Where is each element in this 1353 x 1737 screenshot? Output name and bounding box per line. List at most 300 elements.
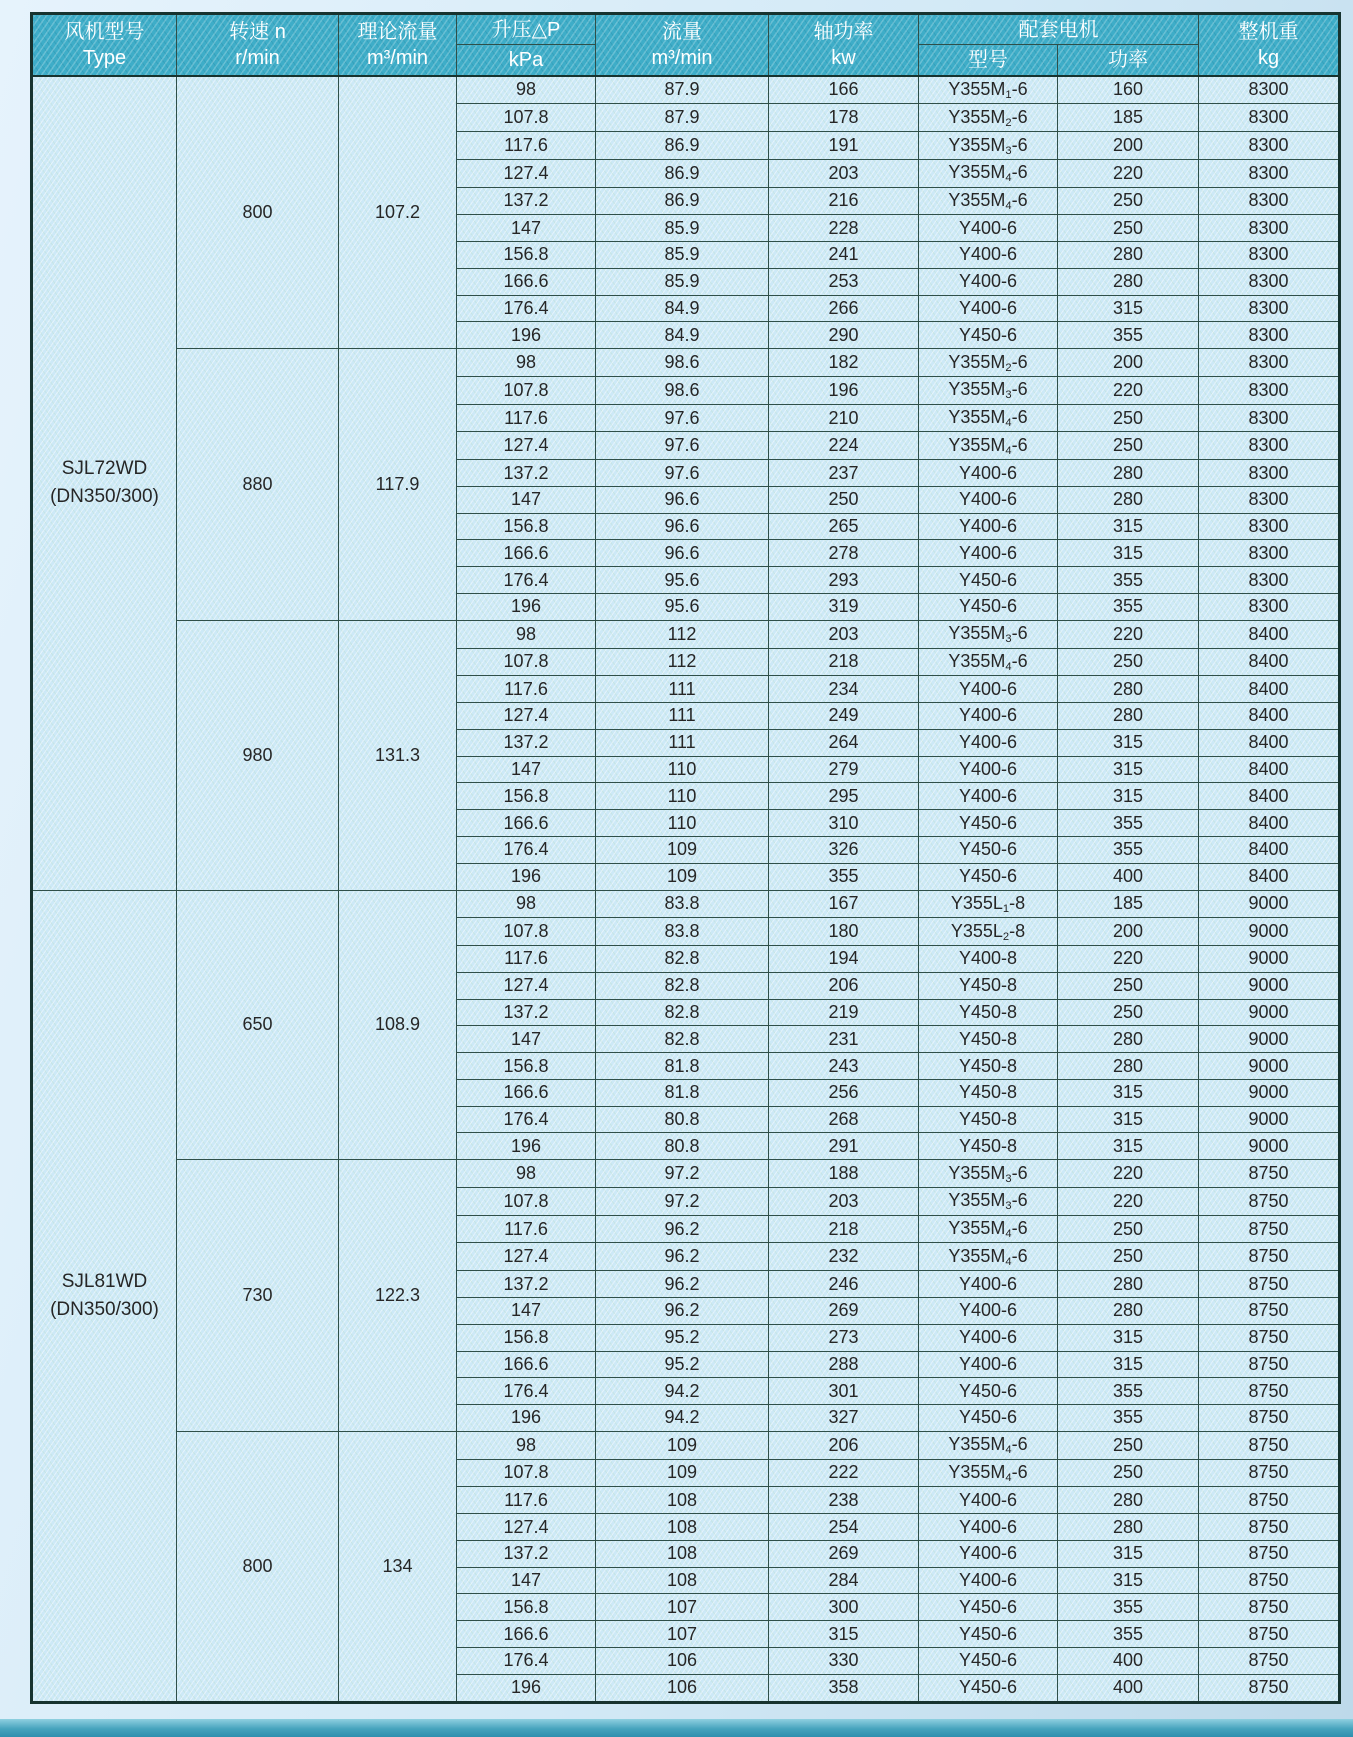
cell-motor-power: 220 [1058, 159, 1199, 187]
cell-weight: 8300 [1199, 322, 1340, 349]
cell-pressure-rise: 107.8 [457, 1459, 596, 1487]
cell-motor-model: Y450-8 [919, 1133, 1058, 1160]
cell-flow: 108 [596, 1540, 769, 1567]
cell-flow: 82.8 [596, 972, 769, 999]
cell-pressure-rise: 156.8 [457, 783, 596, 810]
cell-motor-model: $Y355M_1-6$ [919, 76, 1058, 104]
cell-motor-power: 250 [1058, 215, 1199, 242]
cell-flow: 96.2 [596, 1297, 769, 1324]
cell-speed: 730 [177, 1160, 339, 1432]
cell-flow: 97.6 [596, 432, 769, 460]
cell-shaft-power: 300 [769, 1594, 919, 1621]
cell-weight: 8300 [1199, 460, 1340, 487]
cell-shaft-power: 228 [769, 215, 919, 242]
fan-model-name: SJL81WD [61, 1271, 148, 1293]
cell-motor-model: Y450-6 [919, 322, 1058, 349]
cell-shaft-power: 288 [769, 1351, 919, 1378]
cell-motor-power: 280 [1058, 242, 1199, 269]
cell-motor-model: Y400-6 [919, 1271, 1058, 1298]
cell-pressure-rise: 117.6 [457, 676, 596, 703]
cell-flow: 81.8 [596, 1079, 769, 1106]
cell-motor-model: Y450-6 [919, 836, 1058, 863]
cell-shaft-power: 253 [769, 268, 919, 295]
col-header-motor-model [919, 45, 1058, 76]
cell-shaft-power: 355 [769, 863, 919, 890]
cell-motor-power: 200 [1058, 132, 1199, 160]
cell-pressure-rise: 137.2 [457, 187, 596, 215]
cell-shaft-power: 250 [769, 486, 919, 513]
cell-weight: 8400 [1199, 783, 1340, 810]
cell-motor-model: Y400-6 [919, 703, 1058, 730]
cell-motor-model: Y400-6 [919, 783, 1058, 810]
cell-shaft-power: 319 [769, 594, 919, 621]
page-bottom-edge [0, 1719, 1353, 1737]
cell-speed: 800 [177, 76, 339, 349]
header-row-top [32, 14, 1340, 45]
cell-flow: 97.6 [596, 460, 769, 487]
cell-motor-model: Y400-6 [919, 676, 1058, 703]
cell-motor-model: Y450-8 [919, 1026, 1058, 1053]
cell-flow: 97.6 [596, 404, 769, 432]
cell-shaft-power: 279 [769, 756, 919, 783]
cell-flow: 110 [596, 810, 769, 837]
cell-flow: 98.6 [596, 349, 769, 377]
cell-weight: 8300 [1199, 268, 1340, 295]
cell-pressure-rise: 156.8 [457, 1324, 596, 1351]
cell-motor-power: 315 [1058, 1106, 1199, 1133]
cell-pressure-rise: 147 [457, 1567, 596, 1594]
cell-motor-model: $Y355M_3-6$ [919, 132, 1058, 160]
cell-motor-model: Y450-6 [919, 810, 1058, 837]
cell-weight: 8300 [1199, 104, 1340, 132]
cell-shaft-power: 222 [769, 1459, 919, 1487]
table-row [32, 76, 1340, 104]
cell-flow: 112 [596, 620, 769, 648]
cell-flow: 97.2 [596, 1187, 769, 1215]
col-header-fan-model-line1: 风机型号 [64, 20, 145, 43]
cell-pressure-rise: 147 [457, 1297, 596, 1324]
cell-flow: 95.2 [596, 1324, 769, 1351]
cell-flow: 86.9 [596, 187, 769, 215]
cell-motor-model: Y400-6 [919, 729, 1058, 756]
cell-weight: 9000 [1199, 918, 1340, 946]
cell-weight: 8750 [1199, 1459, 1340, 1487]
cell-shaft-power: 196 [769, 376, 919, 404]
cell-shaft-power: 191 [769, 132, 919, 160]
cell-weight: 8750 [1199, 1514, 1340, 1541]
col-header-motor-power-label: 功率 [1108, 48, 1148, 71]
cell-weight: 8300 [1199, 486, 1340, 513]
cell-theoretical-flow: 122.3 [339, 1160, 457, 1432]
cell-pressure-rise: 117.6 [457, 132, 596, 160]
col-header-shaft-power-line1: 轴功率 [813, 20, 874, 43]
cell-flow: 85.9 [596, 242, 769, 269]
cell-pressure-rise: 127.4 [457, 432, 596, 460]
col-header-motor-group [919, 14, 1199, 45]
cell-shaft-power: 358 [769, 1674, 919, 1702]
cell-pressure-rise: 196 [457, 1133, 596, 1160]
cell-motor-model: Y400-6 [919, 1297, 1058, 1324]
cell-motor-model: Y400-6 [919, 1324, 1058, 1351]
cell-shaft-power: 254 [769, 1514, 919, 1541]
cell-flow: 85.9 [596, 268, 769, 295]
cell-weight: 8300 [1199, 159, 1340, 187]
cell-shaft-power: 269 [769, 1297, 919, 1324]
cell-shaft-power: 167 [769, 890, 919, 918]
cell-weight: 8300 [1199, 404, 1340, 432]
cell-speed: 980 [177, 620, 339, 890]
cell-flow: 96.6 [596, 486, 769, 513]
cell-motor-model: Y400-6 [919, 1567, 1058, 1594]
cell-theoretical-flow: 107.2 [339, 76, 457, 349]
cell-motor-model: Y400-6 [919, 1540, 1058, 1567]
cell-motor-power: 355 [1058, 594, 1199, 621]
cell-motor-model: $Y355M_3-6$ [919, 1187, 1058, 1215]
cell-motor-power: 280 [1058, 1514, 1199, 1541]
cell-flow: 95.2 [596, 1351, 769, 1378]
cell-shaft-power: 206 [769, 972, 919, 999]
cell-motor-power: 355 [1058, 1594, 1199, 1621]
cell-flow: 98.6 [596, 376, 769, 404]
cell-flow: 96.2 [596, 1215, 769, 1243]
cell-weight: 8300 [1199, 295, 1340, 322]
cell-pressure-rise: 147 [457, 756, 596, 783]
cell-motor-model: Y400-6 [919, 215, 1058, 242]
cell-shaft-power: 315 [769, 1621, 919, 1648]
cell-flow: 110 [596, 783, 769, 810]
table-row [32, 349, 1340, 377]
cell-motor-model: $Y355M_3-6$ [919, 1160, 1058, 1188]
cell-motor-power: 315 [1058, 1324, 1199, 1351]
cell-weight: 9000 [1199, 1133, 1340, 1160]
cell-motor-power: 355 [1058, 322, 1199, 349]
cell-flow: 86.9 [596, 132, 769, 160]
cell-weight: 9000 [1199, 972, 1340, 999]
cell-motor-power: 315 [1058, 295, 1199, 322]
cell-weight: 8750 [1199, 1271, 1340, 1298]
cell-pressure-rise: 147 [457, 1026, 596, 1053]
cell-motor-power: 220 [1058, 376, 1199, 404]
cell-weight: 8750 [1199, 1594, 1340, 1621]
cell-shaft-power: 295 [769, 783, 919, 810]
cell-motor-power: 280 [1058, 703, 1199, 730]
col-header-motor-power [1058, 45, 1199, 76]
cell-motor-model: $Y355M_4-6$ [919, 187, 1058, 215]
cell-weight: 8400 [1199, 648, 1340, 676]
cell-pressure-rise: 137.2 [457, 1540, 596, 1567]
cell-motor-power: 280 [1058, 268, 1199, 295]
cell-flow: 96.2 [596, 1243, 769, 1271]
cell-motor-power: 250 [1058, 1431, 1199, 1459]
cell-weight: 8750 [1199, 1621, 1340, 1648]
cell-weight: 8750 [1199, 1378, 1340, 1405]
cell-motor-power: 315 [1058, 729, 1199, 756]
cell-motor-model: Y400-6 [919, 486, 1058, 513]
cell-motor-power: 355 [1058, 1621, 1199, 1648]
cell-motor-power: 400 [1058, 863, 1199, 890]
col-header-kpa [457, 45, 596, 76]
cell-pressure-rise: 98 [457, 349, 596, 377]
col-header-speed-line2: r/min [235, 46, 280, 69]
cell-motor-model: Y400-6 [919, 540, 1058, 567]
cell-shaft-power: 231 [769, 1026, 919, 1053]
cell-motor-model: $Y355M_4-6$ [919, 404, 1058, 432]
cell-motor-model: $Y355M_4-6$ [919, 1431, 1058, 1459]
cell-motor-model: $Y355M_2-6$ [919, 349, 1058, 377]
cell-motor-power: 400 [1058, 1674, 1199, 1702]
cell-weight: 8300 [1199, 540, 1340, 567]
cell-theoretical-flow: 117.9 [339, 349, 457, 621]
cell-flow: 108 [596, 1487, 769, 1514]
cell-motor-model: Y400-6 [919, 1514, 1058, 1541]
cell-flow: 96.6 [596, 513, 769, 540]
cell-motor-model: Y400-6 [919, 1351, 1058, 1378]
cell-weight: 8300 [1199, 567, 1340, 594]
cell-weight: 9000 [1199, 890, 1340, 918]
cell-motor-model: Y450-6 [919, 1621, 1058, 1648]
cell-flow: 86.9 [596, 159, 769, 187]
cell-motor-power: 315 [1058, 540, 1199, 567]
cell-motor-power: 280 [1058, 1271, 1199, 1298]
col-header-flow-line2: m³/min [651, 46, 713, 69]
cell-shaft-power: 246 [769, 1271, 919, 1298]
cell-pressure-rise: 176.4 [457, 1378, 596, 1405]
cell-weight: 9000 [1199, 1053, 1340, 1080]
cell-motor-power: 280 [1058, 1487, 1199, 1514]
cell-motor-model: Y450-8 [919, 972, 1058, 999]
cell-weight: 8750 [1199, 1431, 1340, 1459]
cell-motor-power: 200 [1058, 349, 1199, 377]
cell-motor-power: 200 [1058, 918, 1199, 946]
cell-shaft-power: 266 [769, 295, 919, 322]
table-row [32, 1431, 1340, 1459]
cell-pressure-rise: 127.4 [457, 972, 596, 999]
cell-shaft-power: 203 [769, 1187, 919, 1215]
cell-flow: 111 [596, 703, 769, 730]
cell-speed: 800 [177, 1431, 339, 1702]
cell-pressure-rise: 176.4 [457, 1106, 596, 1133]
cell-motor-model: Y400-6 [919, 460, 1058, 487]
cell-pressure-rise: 98 [457, 890, 596, 918]
cell-motor-model: Y400-6 [919, 513, 1058, 540]
table-header [32, 14, 1340, 76]
cell-motor-model: Y450-8 [919, 1079, 1058, 1106]
cell-weight: 8750 [1199, 1187, 1340, 1215]
cell-pressure-rise: 166.6 [457, 1351, 596, 1378]
cell-weight: 8750 [1199, 1160, 1340, 1188]
cell-shaft-power: 278 [769, 540, 919, 567]
cell-shaft-power: 166 [769, 76, 919, 104]
cell-weight: 8400 [1199, 810, 1340, 837]
cell-motor-model: Y400-6 [919, 242, 1058, 269]
cell-flow: 108 [596, 1567, 769, 1594]
cell-motor-power: 250 [1058, 1243, 1199, 1271]
cell-pressure-rise: 196 [457, 1405, 596, 1432]
col-header-fan-model [32, 14, 177, 76]
cell-flow: 106 [596, 1674, 769, 1702]
cell-shaft-power: 238 [769, 1487, 919, 1514]
cell-motor-power: 280 [1058, 460, 1199, 487]
cell-flow: 84.9 [596, 295, 769, 322]
col-header-motor-model-label: 型号 [968, 48, 1008, 71]
cell-pressure-rise: 137.2 [457, 729, 596, 756]
cell-motor-model: $Y355L_2-8$ [919, 918, 1058, 946]
cell-shaft-power: 310 [769, 810, 919, 837]
cell-flow: 84.9 [596, 322, 769, 349]
cell-motor-power: 355 [1058, 1378, 1199, 1405]
fan-model-size: (DN350/300) [50, 1298, 159, 1320]
cell-shaft-power: 203 [769, 620, 919, 648]
col-header-motor-group-label: 配套电机 [1018, 18, 1099, 41]
cell-flow: 109 [596, 1459, 769, 1487]
cell-shaft-power: 268 [769, 1106, 919, 1133]
cell-motor-model: Y450-8 [919, 1053, 1058, 1080]
cell-motor-power: 160 [1058, 76, 1199, 104]
cell-shaft-power: 182 [769, 349, 919, 377]
table-row [32, 620, 1340, 648]
cell-motor-power: 250 [1058, 1215, 1199, 1243]
col-header-fan-model-line2: Type [82, 46, 127, 69]
cell-pressure-rise: 127.4 [457, 703, 596, 730]
cell-motor-power: 315 [1058, 1567, 1199, 1594]
cell-shaft-power: 180 [769, 918, 919, 946]
cell-weight: 8400 [1199, 676, 1340, 703]
cell-flow: 87.9 [596, 104, 769, 132]
table-row [32, 890, 1340, 918]
cell-weight: 9000 [1199, 999, 1340, 1026]
cell-motor-model: Y450-6 [919, 863, 1058, 890]
cell-motor-power: 185 [1058, 890, 1199, 918]
cell-theoretical-flow: 134 [339, 1431, 457, 1702]
cell-shaft-power: 232 [769, 1243, 919, 1271]
cell-motor-power: 355 [1058, 836, 1199, 863]
cell-pressure-rise: 107.8 [457, 104, 596, 132]
col-header-pressure-rise-line1: 升压△P [491, 18, 561, 41]
cell-pressure-rise: 147 [457, 486, 596, 513]
cell-motor-power: 220 [1058, 1160, 1199, 1188]
cell-pressure-rise: 196 [457, 1674, 596, 1702]
cell-shaft-power: 224 [769, 432, 919, 460]
cell-pressure-rise: 137.2 [457, 460, 596, 487]
cell-shaft-power: 256 [769, 1079, 919, 1106]
fan-spec-table [30, 12, 1341, 1704]
cell-pressure-rise: 176.4 [457, 567, 596, 594]
cell-flow: 112 [596, 648, 769, 676]
cell-weight: 8750 [1199, 1351, 1340, 1378]
cell-speed: 880 [177, 349, 339, 621]
col-header-speed [177, 14, 339, 76]
cell-weight: 8750 [1199, 1297, 1340, 1324]
cell-motor-model: Y400-8 [919, 946, 1058, 973]
cell-motor-model: $Y355M_4-6$ [919, 159, 1058, 187]
cell-weight: 8400 [1199, 729, 1340, 756]
cell-shaft-power: 218 [769, 648, 919, 676]
cell-flow: 111 [596, 729, 769, 756]
cell-flow: 82.8 [596, 1026, 769, 1053]
cell-shaft-power: 194 [769, 946, 919, 973]
cell-weight: 8300 [1199, 432, 1340, 460]
cell-shaft-power: 330 [769, 1648, 919, 1675]
cell-flow: 109 [596, 836, 769, 863]
cell-weight: 9000 [1199, 1106, 1340, 1133]
cell-pressure-rise: 117.6 [457, 404, 596, 432]
cell-motor-power: 355 [1058, 1405, 1199, 1432]
cell-shaft-power: 265 [769, 513, 919, 540]
cell-shaft-power: 203 [769, 159, 919, 187]
cell-flow: 97.2 [596, 1160, 769, 1188]
cell-motor-power: 280 [1058, 1026, 1199, 1053]
col-header-flow [596, 14, 769, 76]
cell-weight: 8300 [1199, 349, 1340, 377]
cell-shaft-power: 273 [769, 1324, 919, 1351]
cell-pressure-rise: 137.2 [457, 999, 596, 1026]
cell-fan-model [32, 890, 177, 1702]
cell-flow: 108 [596, 1514, 769, 1541]
cell-flow: 83.8 [596, 890, 769, 918]
cell-motor-model: Y450-6 [919, 1405, 1058, 1432]
cell-weight: 8300 [1199, 594, 1340, 621]
cell-flow: 85.9 [596, 215, 769, 242]
cell-motor-model: Y400-6 [919, 268, 1058, 295]
cell-pressure-rise: 166.6 [457, 1079, 596, 1106]
cell-pressure-rise: 107.8 [457, 376, 596, 404]
cell-motor-model: Y400-6 [919, 1487, 1058, 1514]
cell-motor-model: Y450-6 [919, 567, 1058, 594]
cell-weight: 8300 [1199, 132, 1340, 160]
cell-shaft-power: 249 [769, 703, 919, 730]
table-body [32, 76, 1340, 1703]
cell-pressure-rise: 176.4 [457, 1648, 596, 1675]
cell-flow: 82.8 [596, 946, 769, 973]
cell-motor-power: 315 [1058, 756, 1199, 783]
cell-motor-power: 250 [1058, 648, 1199, 676]
cell-motor-model: Y400-6 [919, 756, 1058, 783]
cell-pressure-rise: 127.4 [457, 159, 596, 187]
cell-shaft-power: 234 [769, 676, 919, 703]
cell-motor-power: 355 [1058, 810, 1199, 837]
cell-pressure-rise: 107.8 [457, 1187, 596, 1215]
cell-motor-power: 220 [1058, 946, 1199, 973]
cell-motor-power: 250 [1058, 1459, 1199, 1487]
cell-pressure-rise: 127.4 [457, 1514, 596, 1541]
col-header-weight-line1: 整机重 [1238, 20, 1299, 43]
cell-motor-power: 280 [1058, 1053, 1199, 1080]
cell-motor-power: 280 [1058, 676, 1199, 703]
cell-weight: 9000 [1199, 1026, 1340, 1053]
cell-weight: 9000 [1199, 1079, 1340, 1106]
cell-flow: 95.6 [596, 567, 769, 594]
cell-flow: 96.2 [596, 1271, 769, 1298]
cell-weight: 8300 [1199, 215, 1340, 242]
cell-flow: 80.8 [596, 1133, 769, 1160]
col-header-pressure-rise [457, 14, 596, 45]
cell-motor-power: 355 [1058, 567, 1199, 594]
cell-pressure-rise: 166.6 [457, 268, 596, 295]
cell-motor-model: Y400-6 [919, 295, 1058, 322]
cell-flow: 95.6 [596, 594, 769, 621]
cell-pressure-rise: 117.6 [457, 1215, 596, 1243]
cell-shaft-power: 218 [769, 1215, 919, 1243]
cell-pressure-rise: 137.2 [457, 1271, 596, 1298]
cell-pressure-rise: 166.6 [457, 810, 596, 837]
cell-motor-power: 185 [1058, 104, 1199, 132]
cell-shaft-power: 291 [769, 1133, 919, 1160]
cell-shaft-power: 293 [769, 567, 919, 594]
cell-shaft-power: 269 [769, 1540, 919, 1567]
cell-flow: 83.8 [596, 918, 769, 946]
cell-flow: 81.8 [596, 1053, 769, 1080]
cell-motor-power: 220 [1058, 620, 1199, 648]
